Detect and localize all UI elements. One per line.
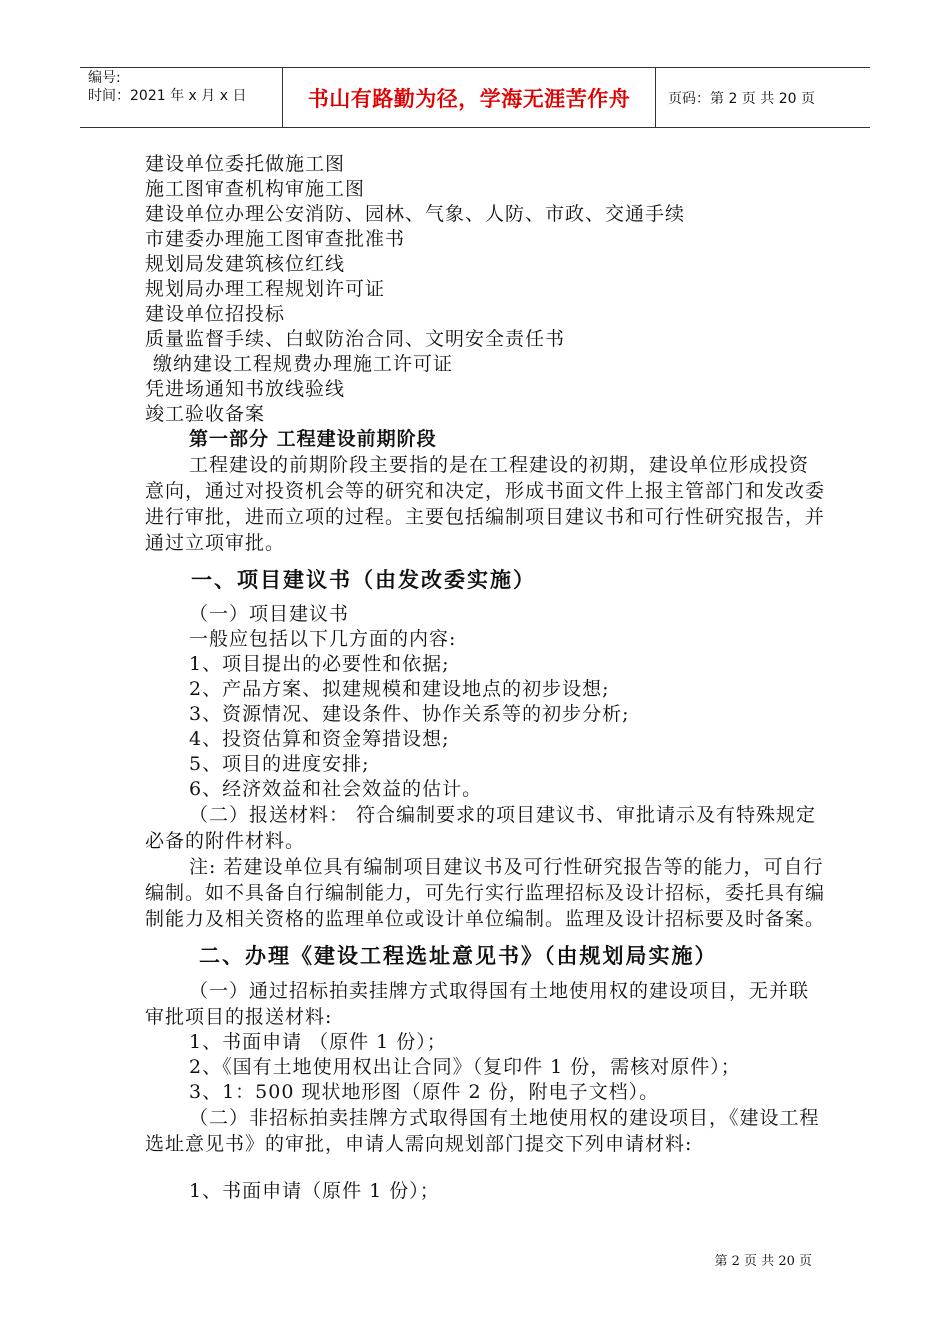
list-lead: 一般应包括以下几方面的内容: <box>189 628 457 650</box>
section-heading: 二、办理《建设工程选址意见书》（由规划局实施） <box>199 944 718 968</box>
list-item: 2、产品方案、拟建规模和建设地点的初步设想; <box>189 678 610 700</box>
doc-time-label: 时间：2021 年 x 月 x 日 <box>88 88 247 104</box>
header-page-label: 页码：第 2 页 共 20 页 <box>668 90 815 107</box>
step-line: 质量监督手续、白蚁防治合同、文明安全责任书 <box>145 328 566 350</box>
step-line: 凭进场通知书放线验线 <box>145 378 346 400</box>
step-line: 规划局发建筑核位红线 <box>145 253 346 275</box>
doc-number-label: 编号: <box>88 70 121 86</box>
part-intro: 工程建设的前期阶段主要指的是在工程建设的初期，建设单位形成投资意向，通过对投资机会等的研究和决定，形成书面文件上报主管部门和发改委进行审批，进而立项的过程。主要包括编制项目建议书和可行性研究报告，并通过立项审批。 <box>145 454 826 554</box>
list-item: 4、投资估算和资金筹措设想; <box>189 728 450 750</box>
step-line: 建设单位招投标 <box>145 303 286 325</box>
list-item: 5、项目的进度安排; <box>189 753 370 775</box>
list-item: 3、资源情况、建设条件、协作关系等的初步分析; <box>189 703 630 725</box>
list-item: 1、书面申请 （原件 1 份）； <box>189 1031 447 1053</box>
submission-materials: （二）报送材料： 符合编制要求的项目建议书、审批请示及有特殊规定必备的附件材料。 <box>145 804 817 852</box>
page-header <box>80 67 870 128</box>
header-meta <box>80 68 283 127</box>
subsection-paragraph: （二）非招标拍卖挂牌方式取得国有土地使用权的建设项目，《建设工程选址意见书》的审批，申请人需向规划部门提交下列申请材料: <box>145 1107 820 1155</box>
subsection-title: （一）项目建议书 <box>189 603 350 625</box>
header-motto: 书山有路勤为径，学海无涯苦作舟 <box>283 68 656 127</box>
step-line: 建设单位办理公安消防、园林、气象、人防、市政、交通手续 <box>145 203 686 225</box>
list-item: 6、经济效益和社会效益的估计。 <box>189 778 483 800</box>
step-line: 规划局办理工程规划许可证 <box>145 278 386 300</box>
list-item: 1、书面申请（原件 1 份）； <box>189 1180 440 1202</box>
document-body <box>145 152 825 1204</box>
list-item: 1、项目提出的必要性和依据; <box>189 653 450 675</box>
page-footer: 第 2 页 共 20 页 <box>714 1254 812 1269</box>
part-title: 第一部分 工程建设前期阶段 <box>189 428 437 450</box>
step-line: 竣工验收备案 <box>145 403 266 425</box>
step-line: 建设单位委托做施工图 <box>145 153 346 175</box>
note-paragraph: 注: 若建设单位具有编制项目建议书及可行性研究报告等的能力，可自行编制。如不具备自行编制能力，可先行实行监理招标及设计招标，委托具有编制能力及相关资格的监理单位或设计单位编制。监理及设计招标要及时备案。 <box>145 856 826 930</box>
process-steps <box>145 152 825 427</box>
subsection-paragraph: （一）通过招标拍卖挂牌方式取得国有土地使用权的建设项目，无并联审批项目的报送材料: <box>145 980 810 1028</box>
step-line: 施工图审查机构审施工图 <box>145 178 366 200</box>
list-item: 3、1：500 现状地形图（原件 2 份，附电子文档）。 <box>189 1081 660 1103</box>
list-item: 2、《国有土地使用权出让合同》（复印件 1 份，需核对原件）； <box>189 1056 741 1078</box>
step-line: 市建委办理施工图审查批准书 <box>145 228 406 250</box>
section-heading: 一、项目建议书（由发改委实施） <box>191 568 536 592</box>
step-line: 缴纳建设工程规费办理施工许可证 <box>153 353 454 375</box>
